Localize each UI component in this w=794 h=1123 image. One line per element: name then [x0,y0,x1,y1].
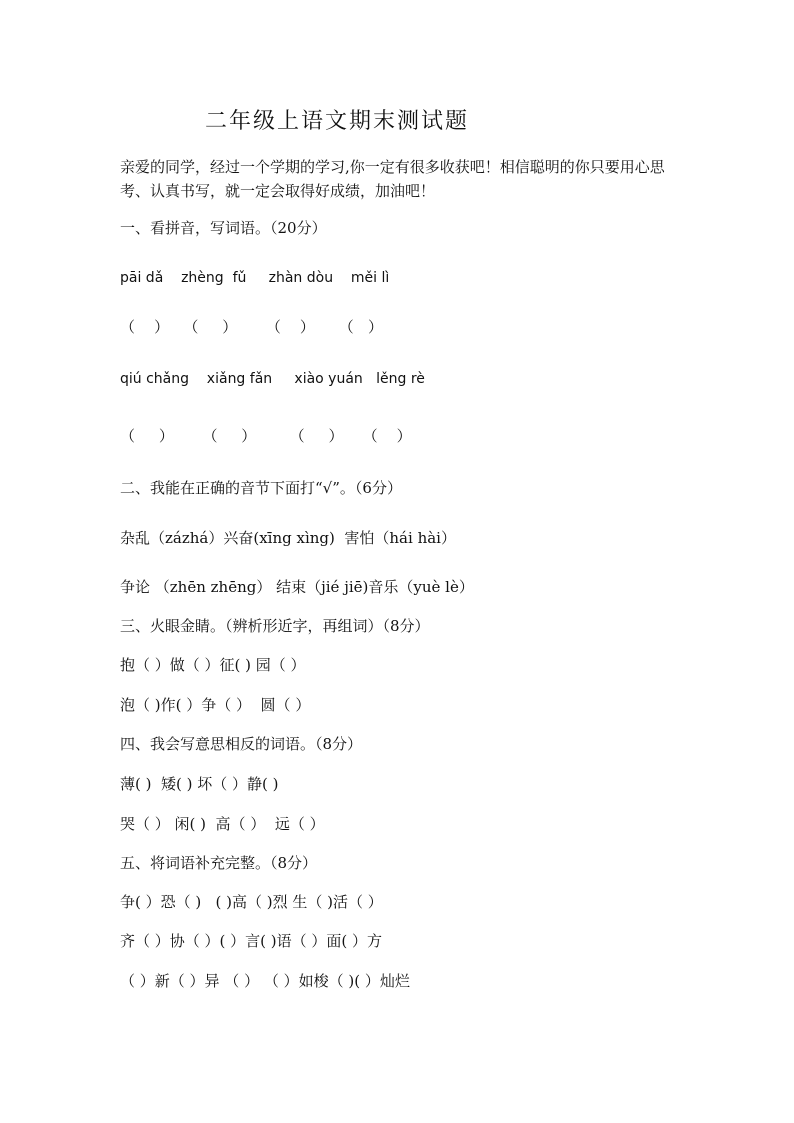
section-5-line-2: 齐（ ）协（ ）( ）言( )语（ ）面( ）方 [120,932,383,950]
section-1-heading: 一、看拼音，写词语。（20分） [120,219,327,237]
section-1-pinyin-row-2: qiú chǎng xiǎng fǎn xiào yuán lěng rè [120,371,425,387]
intro-paragraph: 亲爱的同学，经过一个学期的学习,你一定有很多收获吧！相信聪明的你只要用心思考、认真书写，就一定会取得好成绩，加油吧！ [120,158,665,200]
page-title: 二年级上语文期末测试题 [205,109,470,134]
section-5-heading: 五、将词语补充完整。（8分） [120,854,318,872]
section-3-heading: 三、火眼金睛。（辨析形近字，再组词）（8分） [120,617,430,635]
section-5-line-3: （ ）新（ ）异 （ ） （ ）如梭（ )( ）灿烂 [120,972,410,990]
section-3-line-1: 抱（ ）做（ ）征( ) 园（ ） [120,656,306,674]
section-5-line-1: 争( ）恐（ ) ( )高（ )烈 生（ )活（ ） [120,893,383,911]
section-1-pinyin-row-1: pāi dǎ zhèng fǔ zhàn dòu měi lì [120,270,390,286]
section-2-line-1: 杂乱（zázhá）兴奋(xīng xìng) 害怕（hái hài） [120,529,456,547]
section-2-heading: 二、我能在正确的音节下面打“√”。（6分） [120,479,402,497]
section-4-line-2: 哭（ ） 闲( ) 高（ ） 远（ ） [120,815,325,833]
section-2-line-2: 争论 （zhēn zhēng） 结束（jié jiē)音乐（yuè lè） [120,578,474,596]
section-4-line-1: 薄( ) 矮( ) 坏（ ）静( ) [120,775,279,793]
section-1-brackets-row-1: （ ） （ ） （ ） （ ） [120,318,384,336]
section-3-line-2: 泡（ )作( ）争（ ） 圆（ ） [120,696,311,714]
section-4-heading: 四、我会写意思相反的词语。（8分） [120,735,363,753]
section-1-brackets-row-2: （ ） （ ） （ ） （ ） [120,427,412,445]
